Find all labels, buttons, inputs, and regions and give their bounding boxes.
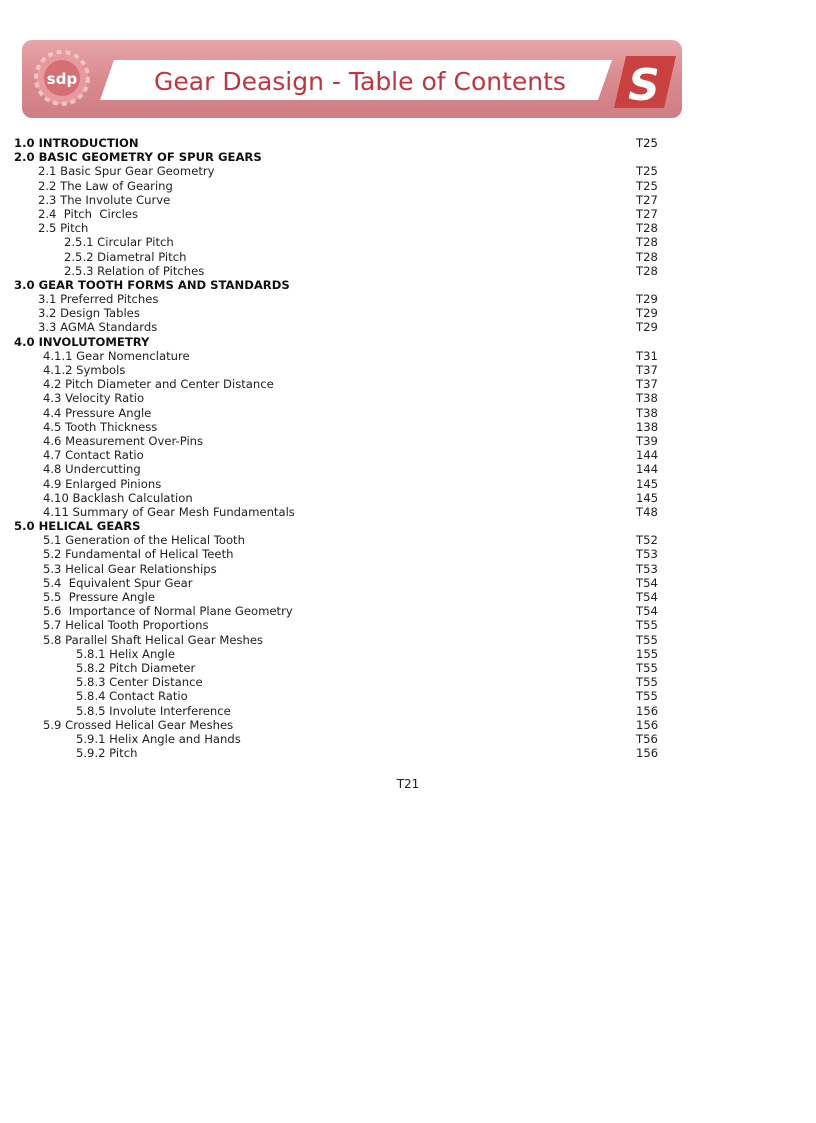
toc-entry-page: 156 (636, 703, 659, 718)
toc-entry-page: T27 (636, 206, 658, 221)
toc-entry-page: 138 (636, 419, 659, 434)
toc-entry-page: T55 (636, 660, 658, 675)
toc-entry-label: 4.9 Enlarged Pinions (43, 476, 162, 491)
toc-entry-label: 5.5 Pressure Angle (43, 590, 155, 604)
toc-entry-label: 4.0 INVOLUTOMETRY (14, 334, 150, 349)
toc-entry-label: 4.8 Undercutting (43, 462, 141, 477)
toc-entry-page: T55 (636, 632, 658, 647)
toc-entry (14, 193, 662, 207)
toc-entry-page (636, 519, 662, 533)
table-of-contents (14, 136, 662, 760)
toc-entry (14, 704, 662, 718)
toc-entry (14, 391, 662, 405)
toc-entry (14, 547, 662, 561)
toc-entry-label: 5.2 Fundamental of Helical Teeth (43, 547, 234, 562)
toc-entry (14, 235, 662, 249)
gear-logo-icon (36, 52, 88, 104)
toc-entry (14, 689, 662, 703)
toc-entry-page: T37 (636, 363, 658, 377)
toc-entry-label: 4.7 Contact Ratio (43, 448, 144, 463)
toc-entry (14, 746, 662, 760)
toc-entry-label: 5.9.1 Helix Angle and Hands (76, 731, 241, 746)
toc-entry-label: 5.8.2 Pitch Diameter (76, 660, 196, 675)
toc-entry-page: T39 (636, 433, 658, 448)
toc-entry-page: T37 (636, 377, 658, 392)
toc-entry-page: T29 (636, 292, 658, 307)
toc-entry-page: T54 (636, 604, 658, 619)
toc-entry-label: 3.0 GEAR TOOTH FORMS AND STANDARDS (14, 277, 290, 292)
toc-entry-page: T52 (636, 533, 658, 548)
toc-entry-label: 3.2 Design Tables (38, 306, 140, 321)
toc-entry-page: T54 (636, 575, 658, 590)
toc-entry (14, 533, 662, 547)
toc-entry-label: 5.3 Helical Gear Relationships (43, 561, 217, 576)
toc-entry (14, 292, 662, 306)
toc-entry-page: 156 (636, 717, 659, 732)
logo-text: sdp (46, 70, 78, 88)
header-banner (22, 36, 682, 120)
toc-entry-page: T55 (636, 618, 658, 633)
toc-entry-label: 5.8 Parallel Shaft Helical Gear Meshes (43, 632, 264, 647)
toc-entry-label: 4.10 Backlash Calculation (43, 490, 193, 505)
toc-entry (14, 448, 662, 462)
toc-entry-label: 2.5.2 Diametral Pitch (64, 249, 187, 264)
toc-entry-page (636, 150, 662, 164)
toc-entry (14, 164, 662, 178)
toc-entry-label: 2.2 The Law of Gearing (38, 178, 173, 193)
toc-entry (14, 562, 662, 576)
toc-entry (14, 377, 662, 391)
toc-entry-label: 2.0 BASIC GEOMETRY OF SPUR GEARS (14, 150, 262, 165)
toc-entry-page: T55 (636, 689, 658, 704)
toc-entry (14, 406, 662, 420)
toc-entry (14, 250, 662, 264)
toc-entry-label: 2.5 Pitch (38, 221, 89, 236)
toc-entry-label: 5.8.4 Contact Ratio (76, 689, 188, 704)
toc-entry-page: T28 (636, 263, 658, 278)
toc-entry-label: 2.3 The Involute Curve (38, 192, 171, 207)
toc-entry-label: 5.0 HELICAL GEARS (14, 519, 141, 534)
toc-entry (14, 477, 662, 491)
toc-entry-page: T48 (636, 504, 658, 519)
toc-entry-label: 4.5 Tooth Thickness (43, 419, 158, 434)
toc-entry (14, 462, 662, 476)
toc-entry (14, 505, 662, 519)
toc-entry-label: 4.2 Pitch Diameter and Center Distance (43, 377, 274, 392)
toc-entry-label: 5.1 Generation of the Helical Tooth (43, 533, 245, 548)
toc-entry-label: 5.8.3 Center Distance (76, 675, 203, 690)
toc-entry-label: 4.3 Velocity Ratio (43, 391, 145, 406)
toc-entry (14, 661, 662, 675)
toc-entry (14, 618, 662, 632)
toc-entry-label: 5.8.5 Involute Interference (76, 703, 231, 718)
toc-entry-label: 2.4 Pitch Circles (38, 206, 139, 221)
toc-entry-page: T27 (636, 192, 658, 207)
toc-entry (14, 320, 662, 334)
toc-entry-label: 5.8.1 Helix Angle (76, 646, 176, 661)
toc-entry-page: 155 (636, 646, 659, 661)
toc-entry (14, 278, 662, 292)
emblem-text: S (628, 60, 660, 111)
toc-entry-page (636, 335, 662, 349)
toc-entry-label: 4.4 Pressure Angle (43, 405, 152, 420)
toc-entry (14, 349, 662, 363)
toc-entry-page: T25 (636, 136, 658, 150)
toc-entry-label: 5.7 Helical Tooth Proportions (43, 618, 209, 633)
toc-entry-page: T38 (636, 405, 658, 420)
toc-entry-page: T28 (636, 249, 658, 264)
toc-entry-page: T29 (636, 320, 658, 335)
toc-entry (14, 264, 662, 278)
toc-entry-label: 5.9.2 Pitch (76, 746, 138, 761)
toc-entry (14, 604, 662, 618)
toc-entry-page: T53 (636, 547, 658, 562)
toc-entry (14, 363, 662, 377)
toc-entry-label: 3.1 Preferred Pitches (38, 292, 159, 307)
toc-entry (14, 306, 662, 320)
toc-entry (14, 491, 662, 505)
toc-entry-page: 145 (636, 476, 659, 491)
toc-entry-page: 144 (636, 448, 659, 463)
toc-entry-page: 145 (636, 490, 659, 505)
toc-entry (14, 434, 662, 448)
toc-entry-label: 2.5.1 Circular Pitch (64, 235, 174, 250)
toc-entry (14, 335, 662, 349)
toc-entry-page: T54 (636, 590, 658, 604)
toc-entry (14, 150, 662, 164)
page-number: T21 (396, 777, 420, 791)
toc-entry-page (636, 278, 662, 292)
toc-entry-label: 4.11 Summary of Gear Mesh Fundamentals (43, 504, 295, 519)
toc-entry-page: T31 (636, 348, 658, 363)
toc-entry-label: 5.9 Crossed Helical Gear Meshes (43, 717, 234, 732)
toc-entry-page: T55 (636, 675, 658, 690)
toc-entry-label: 1.0 INTRODUCTION (14, 136, 139, 150)
toc-entry (14, 675, 662, 689)
toc-entry-label: 3.3 AGMA Standards (38, 320, 158, 335)
toc-entry (14, 633, 662, 647)
toc-entry-page: T53 (636, 561, 658, 576)
toc-entry (14, 732, 662, 746)
toc-entry (14, 519, 662, 533)
toc-entry-page: T25 (636, 164, 658, 179)
toc-entry (14, 576, 662, 590)
toc-entry-label: 2.1 Basic Spur Gear Geometry (38, 164, 215, 179)
toc-entry (14, 207, 662, 221)
toc-entry (14, 718, 662, 732)
toc-entry-page: T29 (636, 306, 658, 321)
toc-entry-page: 144 (636, 462, 659, 477)
toc-entry (14, 221, 662, 235)
toc-entry-page: T25 (636, 178, 658, 193)
toc-entry-label: 5.6 Importance of Normal Plane Geometry (43, 604, 293, 619)
toc-entry-label: 2.5.3 Relation of Pitches (64, 263, 205, 278)
toc-entry (14, 136, 662, 150)
toc-entry-label: 4.1.2 Symbols (43, 363, 126, 377)
toc-entry (14, 179, 662, 193)
toc-entry-page: T38 (636, 391, 658, 406)
toc-entry-label: 4.1.1 Gear Nomenclature (43, 348, 190, 363)
toc-entry-label: 4.6 Measurement Over-Pins (43, 433, 204, 448)
toc-entry (14, 590, 662, 604)
toc-entry-page: 156 (636, 746, 659, 761)
toc-entry-page: T56 (636, 731, 658, 746)
toc-entry (14, 647, 662, 661)
toc-entry-page: T28 (636, 221, 658, 236)
toc-entry-page: T28 (636, 235, 658, 250)
toc-entry-label: 5.4 Equivalent Spur Gear (43, 575, 193, 590)
toc-entry (14, 420, 662, 434)
page-title: Gear Deasign - Table of Contents (154, 67, 566, 96)
